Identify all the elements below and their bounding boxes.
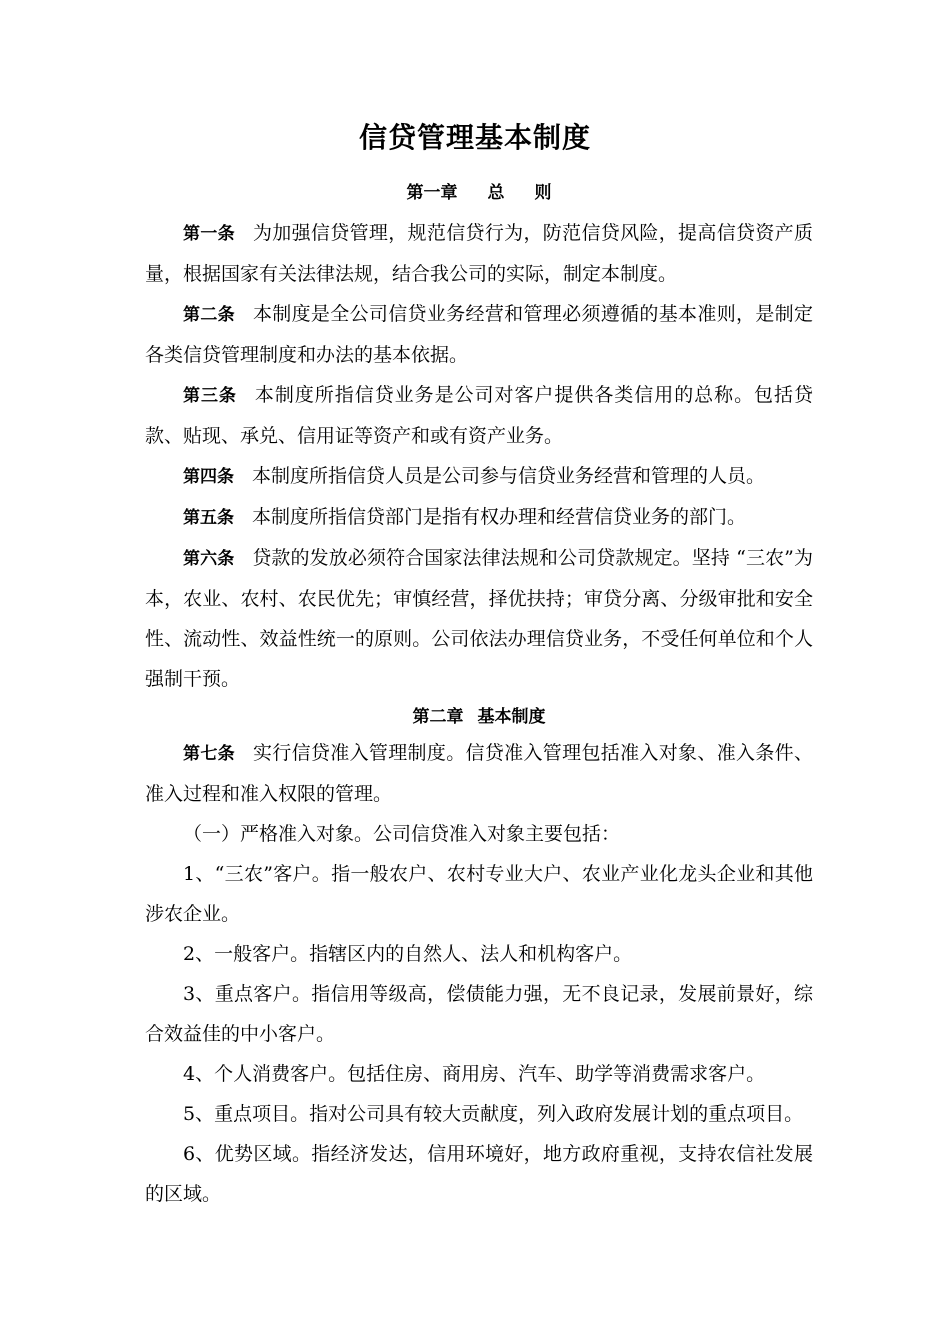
article-paragraph — [145, 733, 813, 814]
list-item: 4、个人消费客户。包括住房、商用房、汽车、助学等消费需求客户。 — [183, 1063, 766, 1085]
article-paragraph — [145, 497, 813, 538]
article-label: 第一条 — [183, 224, 235, 244]
chapter-heading-2 — [145, 699, 813, 733]
article-text: 本制度所指信贷人员是公司参与信贷业务经营和管理的人员。 — [252, 465, 766, 487]
chapter-name-part: 则 — [534, 183, 552, 203]
article-text: 贷款的发放必须符合国家法律法规和公司贷款规定。坚持 “三农”为本，农业、农村、农民优先；审慎经营，择优扶持；审贷分离、分级审批和安全性、流动性、效益性统一的原则。公司依法办理信贷业务，不受任何单位和个人强制干预。 — [145, 547, 814, 690]
document-body — [145, 175, 813, 1214]
list-item: 5、重点项目。指对公司具有较大贡献度，列入政府发展计划的重点项目。 — [183, 1103, 804, 1125]
chapter-name-part: 总 — [487, 183, 505, 203]
article-text: 本制度所指信贷业务是公司对客户提供各类信用的总称。包括贷款、贴现、承兑、信用证等资产和或有资产业务。 — [145, 384, 813, 447]
chapter-number: 第二章 — [412, 707, 464, 727]
list-item: 1、“三农”客户。指一般农户、农村专业大户、农业产业化龙头企业和其他涉农企业。 — [145, 863, 813, 925]
chapter-heading-1 — [145, 175, 813, 213]
article-label: 第二条 — [183, 305, 235, 325]
article-paragraph — [145, 538, 813, 699]
list-item: 2、一般客户。指辖区内的自然人、法人和机构客户。 — [183, 943, 633, 965]
article-label: 第三条 — [183, 386, 237, 406]
article-text: 实行信贷准入管理制度。信贷准入管理包括准入对象、准入条件、准入过程和准入权限的管理。 — [145, 742, 813, 805]
article-paragraph — [145, 213, 813, 294]
article-text: 为加强信贷管理，规范信贷行为，防范信贷风险，提高信贷资产质量，根据国家有关法律法规，结合我公司的实际，制定本制度。 — [145, 222, 813, 285]
article-paragraph — [145, 294, 813, 375]
article-text: 本制度是全公司信贷业务经营和管理必须遵循的基本准则，是制定各类信贷管理制度和办法的基本依据。 — [145, 303, 813, 366]
article-label: 第四条 — [183, 467, 234, 487]
article-label: 第七条 — [183, 744, 235, 764]
article-paragraph — [145, 456, 813, 497]
article-text: 本制度所指信贷部门是指有权办理和经营信贷业务的部门。 — [252, 506, 747, 528]
list-item: （一）严格准入对象。公司信贷准入对象主要包括： — [183, 823, 621, 845]
list-item: 6、优势区域。指经济发达，信用环境好，地方政府重视，支持农信社发展的区域。 — [145, 1143, 813, 1205]
chapter-name: 基本制度 — [477, 707, 546, 727]
article-label: 第五条 — [183, 508, 234, 528]
document-title: 信贷管理基本制度 — [358, 121, 591, 154]
article-paragraph — [145, 375, 813, 456]
list-item: 3、重点客户。指信用等级高，偿债能力强，无不良记录，发展前景好，综合效益佳的中小客户。 — [145, 983, 813, 1045]
chapter-number: 第一章 — [406, 183, 458, 203]
article-label: 第六条 — [183, 549, 235, 569]
